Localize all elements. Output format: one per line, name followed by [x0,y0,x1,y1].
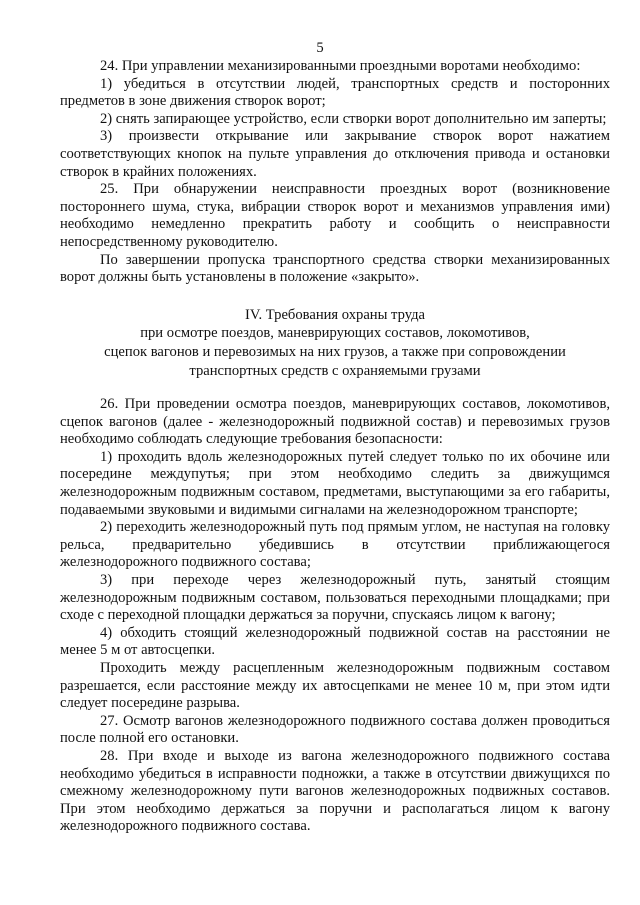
list-item-2: 2) снять запирающее устройство, если створки ворот дополнительно им заперты; [100,110,607,127]
paragraph-27: 27. Осмотр вагонов железнодорожного подвижного состава должен проводиться после полной его остановки. [60,712,610,747]
paragraph-gate-closing: По завершении пропуска транспортного средства створки механизированных ворот должны быть установлены в положение «закрыто». [60,251,610,286]
list-item-3: 3) произвести открывание или закрывание створок ворот нажатием соответствующих кнопок на пульте управления до отключения привода и остановки створок в крайних положениях. [60,128,610,180]
section-subtitle-line: при осмотре поездов, маневрирующих составов, локомотивов, [140,325,530,342]
list-item-4: 4) обходить стоящий железнодорожный подвижной состав на расстоянии не менее 5 м от автосцепки. [60,624,610,659]
bottom-text-block [60,396,610,836]
section-subtitle-line: сцепок вагонов и перевозимых на них грузов, а также при сопровождении [104,343,566,360]
list-item-2: 2) переходить железнодорожный путь под прямым углом, не наступая на головку рельса, предварительно убедившись в отсутствии приближающегося железнодорожного подвижного состава; [60,519,610,571]
list-item-1: 1) убедиться в отсутствии людей, транспортных средств и посторонних предметов в зоне движения створок ворот; [60,75,610,110]
paragraph-24: 24. При управлении механизированными проездными воротами необходимо: [100,58,581,74]
paragraph-uncoupled-passage: Проходить между расцепленным железнодорожным подвижным составом разрешается, если расстояние между их автосцепками не менее 10 м, при этом идти следует посередине разрыва. [60,660,610,712]
page-number: 5 [316,40,324,56]
paragraph-28: 28. При входе и выходе из вагона железнодорожного подвижного состава необходимо убедиться в исправности подножки, а также в отсутствии движущихся по смежному железнодорожному пути вагонов железнодорожных подвижных составов. При этом необходимо держаться за поручни и располагаться лицом к вагону железнодорожного подвижного состава. [60,747,610,835]
paragraph-25: 25. При обнаружении неисправности проездных ворот (возникновение постороннего шума, стука, вибрации створок ворот и механизмов управления ими) необходимо немедленно прекратить работу и сообщить о неисправности непосредственному руководителю. [60,181,610,250]
section-subtitle-line: транспортных средств с охраняемыми грузами [189,362,481,379]
list-item-1: 1) проходить вдоль железнодорожных путей следует только по их обочине или посередине междупутья; при этом необходимо следить за движущимся железнодорожным подвижным составом, предметами, выступающими за его габариты, подаваемыми звуковыми и видимыми сигналами на железнодорожном транспорте; [60,448,610,518]
section-title: IV. Требования охраны труда [244,306,426,323]
paragraph-26: 26. При проведении осмотра поездов, маневрирующих составов, локомотивов, сцепок вагонов (далее - железнодорожный подвижной состав) и перевозимых грузов необходимо соблюдать следующие требования безопасности: [60,396,610,448]
list-item-3: 3) при переходе через железнодорожный путь, занятый стоящим железнодорожным подвижным составом, пользоваться переходными площадками; при сходе с переходной площадки держаться за поручни, спускаясь лицом к вагону; [60,572,610,624]
section-heading [60,306,610,380]
top-text-block [60,58,610,287]
